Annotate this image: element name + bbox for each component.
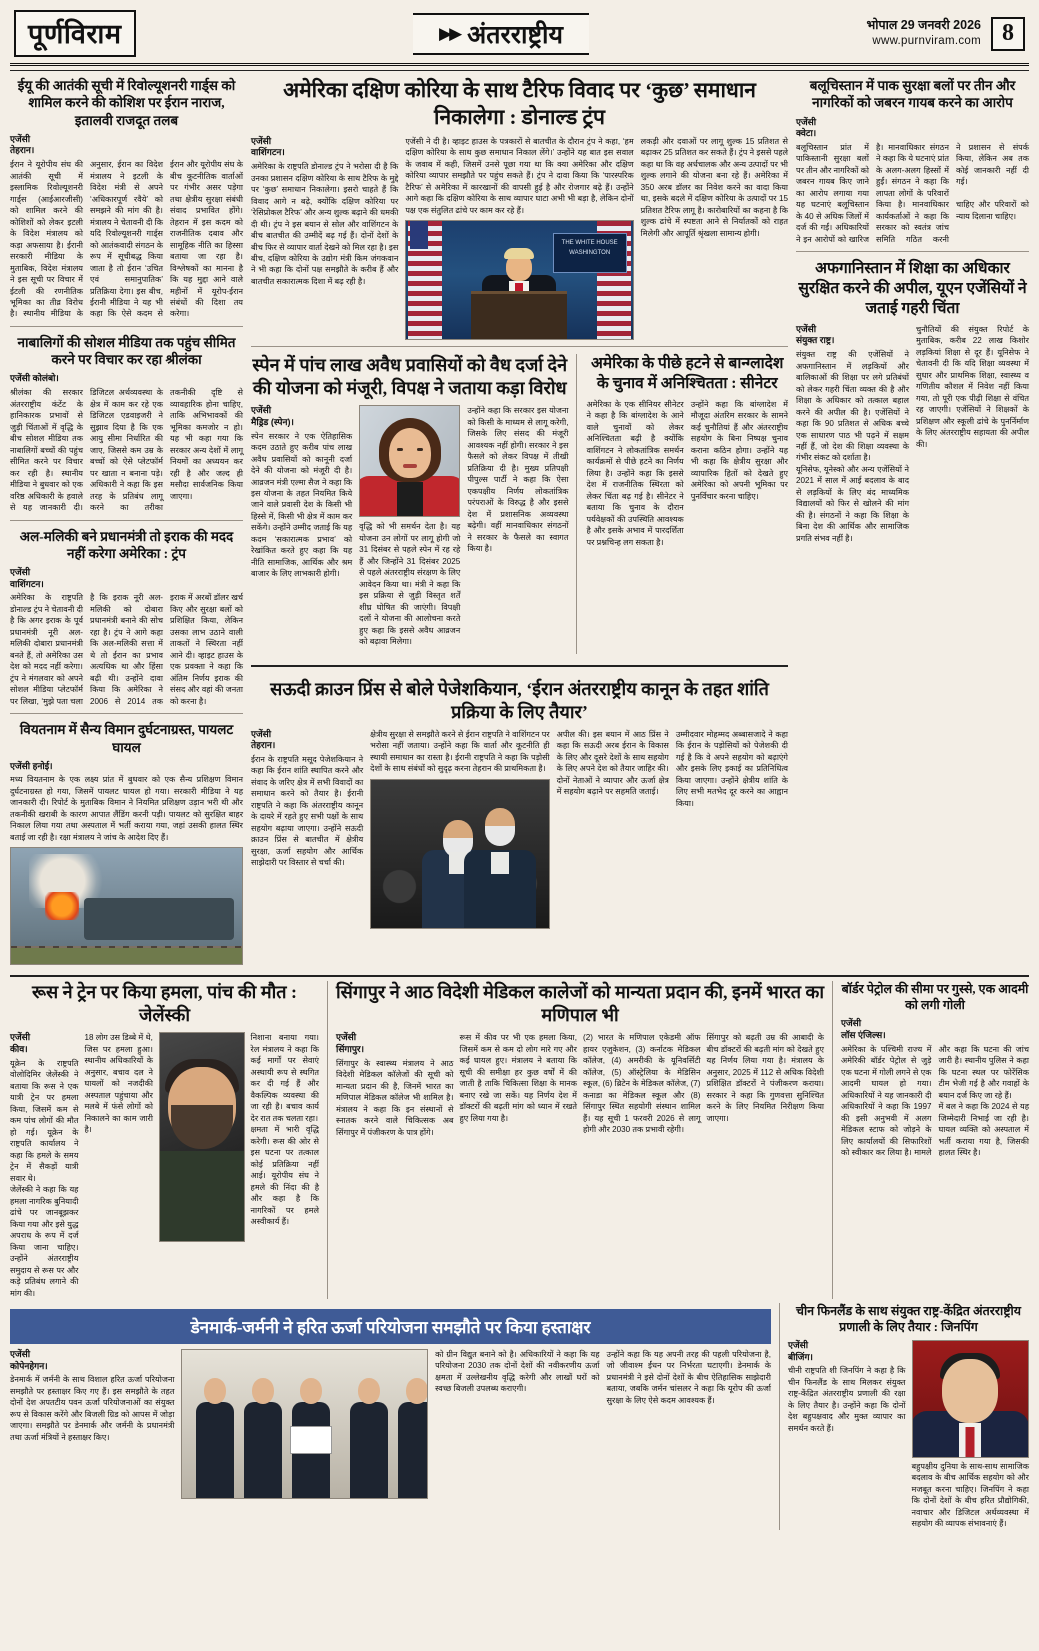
- story-body-2: उन्होंने कहा कि बांग्लादेश में मौजूदा अंतरिम सरकार के सामने कई चुनौतियां हैं और अंतरराष्ट्रीय सहयोग के बिना निष्पक्ष चुनाव कराना कठिन होगा। उन्होंने यह भी कहा कि क्षेत्रीय सुरक्षा और व्यापारिक हितों को देखते हुए अमेरिका को अपनी भूमिका पर पुनर्विचार करना चाहिए।: [690, 399, 788, 501]
- story-body-3: चुनौतियों की संयुक्त रिपोर्ट के मुताबिक, करीब 22 लाख किशोर लड़कियां शिक्षा से दूर हैं। यूनिसेफ ने चेतावनी दी कि यदि शिक्षा व्यवस्था में सुधार और प्राथमिक शिक्षा, स्वास्थ्य व गणितीय कौशल में निवेश नहीं किया गया, तो पूरी एक पीढ़ी शिक्षा से वंचित रह जाएगी। एजेंसियों ने शिक्षकों के प्रशिक्षण और स्कूली ढांचे के पुनर्निर्माण के लिए अंतरराष्ट्रीय सहायता की अपील की।: [916, 324, 1029, 449]
- zelensky-photo: [159, 1032, 245, 1242]
- story-body-4: निशाना बनाया गया। रेल मंत्रालय ने कहा कि कई मार्गों पर सेवाएं अस्थायी रूप से स्थगित कर दी गई हैं और वैकल्पिक व्यवस्था की जा रही है। बचाव कार्य देर रात तक चलता रहा।: [250, 1033, 319, 1123]
- story-body-2: को ग्रीन विद्युत बनाने को है। अधिकारियों ने कहा कि यह परियोजना 2030 तक दोनों देशों की नवीकरणीय ऊर्जा क्षमता में उल्लेखनीय वृद्धि करेगी और लाखों घरों को स्वच्छ बिजली उपलब्ध कराएगी।: [435, 1349, 600, 1394]
- headline: वियतनाम में सैन्य विमान दुर्घटनाग्रस्त, पायलट घायल: [19, 722, 234, 755]
- dateline: भोपाल 29 जनवरी 2026: [866, 18, 981, 33]
- story-body: ईरान ने यूरोपीय संघ की आतंकी सूची में इस्लामिक रिवोल्यूशनरी गार्ड्स (आईआरजीसी) को शामिल करने की कोशिशों को लेकर इटली के विदेश मंत्रालय को कड़ा अफसाया है। ईरानी सरकारी मीडिया के मुताबिक, विदेश मंत्रालय ने इस सूची पर विचार में ईटली की रणनीतिक भूमिका का तीव्र विरोध है। स्थानीय मीडिया के अनुसार, ईरान का विदेश मंत्रालय ने इटली के विदेश मंत्री से अपने ‘अधिकारपूर्ण रवैये’ को समझने की मांग की है। मंत्रालय ने चेतावनी दी कि यदि रिवोल्यूशनरी गार्ड्स को आतंकवादी संगठन के रूप में सूचीबद्ध किया जाता है तो ईरान ‘उचित एवं समानुपातिक’ प्रतिक्रिया देगा। इस बीच, ईरानी मीडिया ने यह भी कहा कि ऐसे कदम से ईरान और यूरोपीय संघ के बीच कूटनीतिक वार्ताओं पर गंभीर असर पड़ेगा तथा क्षेत्रीय सुरक्षा संबंधी संवाद प्रभावित होंगे। तेहरान में इस कदम को राजनीतिक दबाव और सामूहिक नीति का हिस्सा बताया जा रहा है। विश्लेषकों का मानना है कि यह मुद्दा आने वाले महीनों में यूरोप-ईरान संबंधों की दिशा तय करेगा।: [10, 160, 243, 319]
- headline: रूस ने ट्रेन पर किया हमला, पांच की मौत : जेलेंस्की: [31, 982, 298, 1026]
- agency-label: एजेंसी: [10, 133, 31, 144]
- story-body: मध्य वियतनाम के एक लक्ष्य प्रांत में बुधवार को एक सैन्य प्रशिक्षण विमान दुर्घटनाग्रस्त हो गया, जिसमें पायलट घायल हो गया। सरकारी मीडिया ने यह जानकारी दी। रिपोर्ट के मुताबिक विमान ने नियमित प्रशिक्षण उड़ान भरी थी और तकनीकी खराबी के कारण आपात लैंडिंग करनी पड़ी। पायलट को सुरक्षित बाहर निकाल लिया गया तथा अस्पताल में भर्ती कराया गया, जहां उसकी हालत स्थिर बताई जा रही है। रक्षा मंत्रालय ने जांच के आदेश दिए हैं।: [10, 775, 243, 842]
- story-body-3: जेलेंस्की ने कहा कि यह हमला नागरिक बुनियादी ढांचे पर जानबूझकर किया गया और इसे युद्ध अपराध के रूप में दर्ज किया जाना चाहिए। उन्होंने अंतरराष्ट्रीय समुदाय से रूस पर और कड़े प्रतिबंध लगाने की मांग की।: [10, 1185, 79, 1298]
- dateline-city: सिंगापुर।: [336, 1044, 365, 1055]
- agency-label: एजेंसी: [251, 405, 272, 416]
- story-vietnam: [10, 721, 243, 971]
- agency-label: एजेंसी: [251, 135, 272, 146]
- headline: बॉर्डर पेट्रोल की सीमा पर गुस्से, एक आदमी को लगी गोली: [841, 982, 1029, 1013]
- story-body-3: उन्होंने कहा कि यह अपनी तरह की पहली परियोजना है, जो जीवाश्म ईंधन पर निर्भरता घटाएगी। डेनमार्क के प्रधानमंत्री ने इसे दोनों देशों के बीच ऐतिहासिक साझेदारी बताया, जबकि जर्मन चांसलर ने कहा कि यूरोप की ऊर्जा सुरक्षा के लिए ऐसे कदम आवश्यक हैं।: [606, 1349, 771, 1405]
- headline: अमेरिका के पीछे हटने से बान्ग्लादेश के चुनाव में अनिश्चितता : सीनेटर: [591, 355, 784, 392]
- trump-press-photo: THE WHITE HOUSE WASHINGTON: [405, 220, 633, 340]
- agency-label: एजेंसी: [841, 1018, 862, 1029]
- story-body: स्पेन सरकार ने एक ऐतिहासिक कदम उठाते हुए करीब पांच लाख अवैध प्रवासियों को कानूनी दर्जा देने की योजना को मंजूरी दी है। आव्रजन मंत्री एल्मा सैज ने कहा कि इस योजना के तहत नियमित किये जाने वाले प्रवासी देश के किसी भी हिस्से में, किसी भी क्षेत्र में काम कर सकेंगे। उन्होंने उम्मीद जताई कि यह कदम ‘सकारात्मक प्रभाव’ को रेखांकित करते हुए कहा कि यह नीति सामाजिक, आर्थिक और श्रम बाजार के लिए लाभकारी होगी।: [251, 431, 353, 579]
- story-usa-korea: [251, 77, 788, 347]
- signing-ceremony-photo: [181, 1349, 428, 1499]
- headline: ईयू की आतंकी सूची में रिवोल्यूशनरी गार्ड्स को शामिल करने की कोशिश पर ईरान नाराज, इतालवी राजदूत तलब: [17, 78, 236, 128]
- main-grid: [10, 70, 1029, 971]
- story-body: श्रीलंका की सरकार अंतरराष्ट्रीय कंटेंट के हानिकारक प्रभावों से जुड़ी चिंताओं में वृद्धि के बीच सोशल मीडिया तक नाबालिगों बच्चों की पहुंच सीमित करने पर विचार कर रही है। स्थानीय मीडिया ने बुधवार को एक वरिष्ठ अधिकारी के हवाले से यह जानकारी दी। डिजिटल अर्थव्यवस्था के क्षेत्र में काम कर रहे एक डिजिटल एडवाइजरी ने सुझाव दिया है कि एक आयु सीमा निर्धारित की जाए, जिससे कम उम्र के बच्चों को ऐसे प्लेटफॉर्म पर खाता न बनाना पड़े। अधिकारी ने कहा कि इस तरह के प्रतिबंध लागू करने का तरीका तकनीकी दृष्टि से व्यावहारिक होना चाहिए, ताकि अभिभावकों की भूमिका कमजोर न हो। यह भी कहा गया कि सरकार अन्य देशों में लागू नियमों का अध्ययन कर रही है और जल्द ही मसौदा सार्वजनिक किया जाएगा।: [10, 388, 243, 513]
- story-afghanistan: [796, 259, 1029, 550]
- agency-label: एजेंसी: [251, 728, 272, 739]
- dateline-city: तेहरान।: [10, 145, 35, 156]
- minister-photo: [359, 405, 460, 517]
- story-body-2: यूनिसेफ, यूनेस्को और अन्य एजेंसियों ने 2021 में साल में आई बदलाव के बाद से लड़कियों के लिए बंद माध्यमिक विद्यालयों को फिर से खोलने की मांग की है। संगठनों ने कहा कि शिक्षा के बिना देश की आर्थिक और सामाजिक प्रगति संभव नहीं है।: [796, 464, 909, 543]
- headline: सिंगापुर ने आठ विदेशी मेडिकल कालेजों को मान्यता प्रदान की, इनमें भारत का मणिपाल भी: [336, 982, 825, 1026]
- agency-label: एजेंसी: [336, 1032, 357, 1043]
- story-body: डेनमार्क में जर्मनी के साथ विशाल हरित ऊर्जा परियोजना समझौते पर हस्ताक्षर किए गए हैं। इस समझौते के तहत दोनों देश अपतटीय पवन ऊर्जा परियोजनाओं का संयुक्त रूप से विकास करेंगे और बिजली ग्रिड को आपस में जोड़ा जाएगा। समझौते पर डेनमार्क और जर्मनी के प्रधानमंत्री तथा ऊर्जा मंत्रियों ने हस्ताक्षर किए।: [10, 1375, 175, 1442]
- headline: अमेरिका दक्षिण कोरिया के साथ टैरिफ विवाद पर ‘कुछ’ समाधान निकालेगा : डोनाल्ड ट्रंप: [283, 78, 756, 129]
- headline: बलूचिस्तान में पाक सुरक्षा बलों पर तीन और नागरिकों को जबरन गायब करने का आरोप: [809, 78, 1016, 111]
- story-body-3: अपील की। इस बयान में आठ प्रिंस ने कहा कि सऊदी अरब ईरान के विकास के लिए और दूसरे देशों के साथ सहयोग के लिए अपने देश को तैयार जाहिर की। दोनों नेताओं ने व्यापार और ऊर्जा क्षेत्र में सहयोग बढ़ाने पर सहमति जताई।: [556, 729, 669, 797]
- headline: चीन फिनलैंड के साथ संयुक्त राष्ट्र-केंद्रित अंतरराष्ट्रीय प्रणाली के लिए तैयार : जिनपिंग: [796, 1303, 1021, 1334]
- agency-label: एजेंसी: [796, 323, 817, 334]
- story-body: चीनी राष्ट्रपति शी जिनपिंग ने कहा है कि चीन फिनलैंड के साथ मिलकर संयुक्त राष्ट्र-केंद्रित अंतरराष्ट्रीय प्रणाली की रक्षा के लिए तैयार है। उन्होंने कहा कि दोनों देश बहुपक्षवाद और मुक्त व्यापार का समर्थन करते हैं।: [788, 1366, 906, 1433]
- story-body: सिंगापुर के स्वास्थ्य मंत्रालय ने आठ विदेशी मेडिकल कॉलेजों की सूची को मान्यता प्रदान की है, जिनमें भारत का मणिपाल मेडिकल कॉलेज भी शामिल है। मंत्रालय ने कहा कि इन संस्थानों से स्नातक करने वाले चिकित्सक अब सिंगापुर में पंजीकरण के पात्र होंगे।: [336, 1058, 454, 1137]
- story-body: यूक्रेन के राष्ट्रपति वोलोदिमिर जेलेंस्की ने बताया कि रूस ने एक यात्री ट्रेन पर हमला किया, जिसमें कम से कम पांच लोगों की मौत हो गई। यूक्रेन के राष्ट्रपति कार्यालय ने कहा कि हमले के समय ट्रेन में सैकड़ों यात्री सवार थे।: [10, 1058, 79, 1183]
- section-band: [413, 13, 589, 55]
- agency-label: एजेंसी: [10, 1348, 31, 1359]
- story-singapore: [336, 981, 833, 1299]
- denmark-banner-headline: डेनमार्क-जर्मनी ने हरित ऊर्जा परियोजना समझौते पर किया हस्ताक्षर: [10, 1309, 771, 1344]
- story-eu-irgc: [10, 77, 243, 327]
- story-body: अमेरिका के राष्ट्रपति डोनाल्ड ट्रंप ने चेतावनी दी है कि अगर इराक के पूर्व प्रधानमंत्री नूरी अल-मलिकी दोबारा प्रधानमंत्री बनते हैं, तो अमेरिका उस देश को मदद नहीं करेगा। ट्रंप ने मंगलवार को अपने सोशल मीडिया प्लेटफॉर्म पर लिखा, ‘मुझे पता चला है कि इराक नूरी अल-मलिकी को दोबारा प्रधानमंत्री बनाने की सोच रहा है। ट्रंप ने आगे कहा कि अल-मलिकी सत्ता में थे तो ईरान का प्रभाव अत्यधिक था और हिंसा बढ़ी थी। उन्होंने दावा किया कि अमेरिका ने 2006 से 2014 तक इराक में अरबों डॉलर खर्च किए और सुरक्षा बलों को प्रशिक्षित किया, लेकिन उसका लाभ उठाने वाली ताकतों ने स्थिरता नहीं आने दी। व्हाइट हाउस के एक प्रवक्ता ने कहा कि अंतिम निर्णय इराक की संसद और वहां की जनता को करना है।: [10, 593, 243, 706]
- story-body: ईरान के राष्ट्रपति मसूद पेजेशकियान ने कहा कि ईरान शांति स्थापित करने और संवाद के जरिए क्षेत्र में सभी विवादों का समाधान करने को तैयार है। ईरानी राष्ट्रपति ने कहा कि अंतरराष्ट्रीय कानून के दायरे में रहते हुए सभी पक्षों के साथ सहयोग बढ़ाया जाएगा। उन्होंने सऊदी क्राउन प्रिंस से बातचीत में क्षेत्रीय सुरक्षा, ऊर्जा सहयोग और आर्थिक साझेदारी पर विस्तार से चर्चा की।: [251, 754, 364, 868]
- masthead: [10, 8, 1029, 66]
- story-body: अमेरिका के पश्चिमी राज्य में अमेरिकी बॉर्डर पेट्रोल से जुड़े एक घटना में गोली लगने से एक आदमी घायल हो गया। अधिकारियों ने यह जानकारी दी और कहा कि घटना की जांच जारी है। स्थानीय पुलिस ने कहा कि घटना स्थल पर फोरेंसिक टीम भेजी गई है और गवाहों के बयान दर्ज किए जा रहे हैं।: [841, 1044, 1029, 1100]
- headline: स्पेन में पांच लाख अवैध प्रवासियों को वैध दर्जा देने की योजना को मंजूरी, विपक्ष ने जताया कड़ा विरोध: [252, 355, 568, 399]
- website-url[interactable]: www.purnviram.com: [872, 35, 981, 48]
- agency-label: एजेंसी: [10, 760, 31, 771]
- section-title: अंतरराष्ट्रीय: [467, 21, 564, 49]
- dateline-city: कोपेनहेगन।: [10, 1360, 48, 1371]
- story-body-5: क्षमता में भारी वृद्धि करेगी। रूस की ओर से इस घटना पर तत्काल कोई प्रतिक्रिया नहीं आई। यूरोपीय संघ ने हमले की निंदा की है और कहा है कि नागरिकों पर हमले अस्वीकार्य हैं।: [250, 1125, 319, 1227]
- center-column: [251, 77, 788, 971]
- story-body-2: अधिकारियों ने कहा कि 1997 की इसी अनुभवी में अलग मेडिकल स्टाफ को जोड़ने के लिए कार्यालयों की सिफारिशों को स्वीकार कर लिया है। मामले में बल ने कहा कि 2024 से यह जिम्मेदारी निभाई जा रही है। घायल व्यक्ति को अस्पताल में भर्ती कराया गया है, जिसकी हालत स्थिर है।: [841, 1102, 1029, 1158]
- story-saudi-iran: [251, 678, 788, 935]
- pezeshkian-photo: [370, 779, 549, 929]
- story-body-4: उम्मीदवार मोहम्मद अब्बासजादे ने कहा कि ईरान के पड़ोसियों को पेजेशकी दी गई है कि वे अपने सहयोग को बढ़ाएंगे और इसके लिए इकाई का प्रतिनिधित्व किया जाएगा। उन्होंने क्षेत्रीय शांति के लिए सभी मतभेद दूर करने का आह्वान किया।: [675, 729, 788, 808]
- story-china-finland: [779, 1303, 1029, 1530]
- story-minor-social: [10, 334, 243, 521]
- dateline-city: कोलंबो।: [32, 373, 59, 384]
- story-body: संयुक्त राष्ट्र की एजेंसियों ने अफगानिस्तान में लड़कियों और बालिकाओं की शिक्षा पर लगे प्रतिबंधों को लेकर गहरी चिंता व्यक्त की है और शिक्षा के अधिकार को तत्काल बहाल करने की अपील की है। एजेंसियों ने कहा कि 90 प्रतिशत से अधिक बच्चे एक साधारण पाठ भी पढ़ने में सक्षम नहीं हैं, जो देश की शिक्षा व्यवस्था के गंभीर संकट को दर्शाता है।: [796, 350, 909, 463]
- story-body-3: उन्होंने कहा कि सरकार इस योजना को किसी के माध्यम से लागू करेगी, जिसके लिए संसद की मंजूरी आवश्यक नहीं होगी। सरकार ने इस फैसले को लेकर विपक्ष में तीखी प्रतिक्रिया दी है। मुख्य प्रतिपक्षी पीपुल्स पार्टी ने कहा कि ऐसा एकपक्षीय निर्णय लोकतांत्रिक परंपराओं के विरुद्ध है और इससे देश में प्रशासनिक अव्यवस्था बढ़ेगी। वहीं मानवाधिकार संगठनों ने सरकार के फैसले का स्वागत किया है।: [467, 406, 569, 554]
- agency-label: एजेंसी: [10, 1032, 31, 1043]
- bottom-grid: [10, 981, 1029, 1299]
- story-body-2: वृद्धि को भी समर्थन देता है। यह योजना उन लोगों पर लागू होगी जो 31 दिसंबर से पहले स्पेन में रह रहे हैं और जिन्होंने 31 दिसंबर 2025 से पहले अंतरराष्ट्रीय संरक्षण के लिए आवेदन किया था। मंत्री ने कहा कि इस प्रक्रिया से जुड़ी विस्तृत शर्तें शीघ्र घोषित की जाएंगी। विपक्षी दलों ने योजना की आलोचना करते हुए कहा कि इससे अवैध आव्रजन को बढ़ावा मिलेगा।: [359, 522, 461, 647]
- dateline-city: तेहरान।: [251, 740, 276, 751]
- agency-label: एजेंसी: [10, 567, 31, 578]
- dateline-city: लॉस एंजिल्स।: [841, 1030, 886, 1041]
- story-body-2: एजेंसी ने दी है। व्हाइट हाउस के पत्रकारों से बातचीत के दौरान ट्रंप ने कहा, ‘हम दक्षिण कोरिया के साथ कुछ समाधान निकाल लेंगे।’ उन्होंने यह बात इस सवाल के जवाब में कही, जिसमें उनसे पूछा गया था कि क्या अमेरिका और दक्षिण कोरिया व्यापार समझौते पर पहुंच सकते हैं। ट्रंप ने दावा किया कि ‘पारस्परिक टैरिफ’ से अमेरिका में कारखानों की वापसी हुई है और रोजगार बढ़े हैं। उन्होंने आगे कहा कि दक्षिण कोरिया के साथ व्यापार घाटा अभी भी बड़ा है, लेकिन दोनों पक्ष एक संतुलित ढांचे पर काम कर रहे हैं।: [405, 136, 634, 215]
- story-body-3: लकड़ी और दवाओं पर लागू शुल्क 15 प्रतिशत से बढ़ाकर 25 प्रतिशत कर सकते हैं। ट्रंप ने इससे पहले कहा था कि वह अर्धचालक और अन्य उत्पादों पर भी शुल्क लगाने की योजना बना रहे हैं। अमेरिका में 350 अरब डॉलर का निवेश करने का वादा किया था, इसके बदले में दक्षिण कोरिया के उत्पादों पर 15 प्रतिशत टैरिफ लागू है। कारोबारियों का कहना है कि शुल्क ढांचे में स्पष्टता आने से निर्यातकों को राहत मिलेगी और आपूर्ति श्रृंखला सामान्य होगी।: [640, 136, 789, 238]
- headline: अफगानिस्तान में शिक्षा का अधिकार सुरक्षित करने की अपील, यूएन एजेंसियों ने जताई गहरी चिंता: [798, 260, 1027, 317]
- dateline-city: वाशिंगटन।: [251, 147, 285, 158]
- story-russia-train: [10, 981, 328, 1299]
- page-number: 8: [991, 17, 1025, 51]
- headline: अल-मलिकी बने प्रधानमंत्री तो इराक की मदद नहीं करेगा अमेरिका : ट्रंप: [19, 528, 234, 561]
- newspaper-logo: पूर्णविराम: [14, 10, 136, 57]
- story-body-4: सिंगापुर को बढ़ती उम्र की आबादी के बीच डॉक्टरों की बढ़ती मांग को देखते हुए यह निर्णय लिया गया है। मंत्रालय के अनुसार, 2025 में 112 से अधिक विदेशी प्रशिक्षित डॉक्टरों ने पंजीकरण कराया। सरकार ने कहा कि गुणवत्ता सुनिश्चित करने के लिए नियमित निरीक्षण किया जाएगा।: [706, 1033, 824, 1123]
- agency-label: एजेंसी: [788, 1339, 809, 1350]
- story-body-2: रूस में कीव पर भी एक हमला किया, जिसमें कम से कम दो लोग मारे गए और कई घायल हुए। मंत्रालय ने बताया कि सूची की समीक्षा हर कुछ वर्षों में की जाती है ताकि चिकित्सा शिक्षा के मानक बनाए रखे जा सकें। यह निर्णय देश में डॉक्टरों की बढ़ती मांग को ध्यान में रखते हुए लिया गया है।: [459, 1033, 577, 1123]
- story-body: अमेरिका के एक सीनियर सीनेटर ने कहा है कि बांग्लादेश के आने वाले चुनावों को लेकर अनिश्चितता बढ़ी है क्योंकि वाशिंगटन ने लोकतांत्रिक समर्थन कार्यक्रमों से पीछे हटने का निर्णय लिया है। उन्होंने कहा कि इससे देश में राजनीतिक स्थिरता को लेकर चिंता बढ़ गई है। सीनेटर ने बताया कि चुनाव के दौरान पर्यवेक्षकों की उपस्थिति आवश्यक है और इसके अभाव में पारदर्शिता पर प्रश्नचिन्ह लग सकता है।: [586, 399, 684, 547]
- story-maliki: [10, 528, 243, 715]
- headline: नाबालिगों की सोशल मीडिया तक पहुंच सीमित करने पर विचार कर रहा श्रीलंका: [17, 334, 236, 368]
- dateline-city: कीव।: [10, 1044, 28, 1055]
- headline: सऊदी क्राउन प्रिंस से बोले पेजेशकियान, ‘ईरान अंतरराष्ट्रीय कानून के तहत शांति प्रक्रिया के लिए तैयार’: [270, 678, 769, 722]
- arrow-icon: ▶▶: [439, 23, 460, 43]
- dateline-city: बीजिंग।: [788, 1351, 813, 1362]
- story-body-2: 18 लोग उस डिब्बे में थे, जिस पर हमला हुआ। स्थानीय अधिकारियों के अनुसार, बचाव दल ने घायलों को नजदीकी अस्पताल पहुंचाया और मलबे में फंसे लोगों को निकालने का काम जारी है।: [84, 1033, 153, 1135]
- story-body: बलूचिस्तान प्रांत में पाकिस्तानी सुरक्षा बलों पर तीन और नागरिकों को जबरन गायब किए जाने का आरोप लगाया गया है। मानवाधिकार संगठन ने कहा कि ये घटनाएं प्रांत के अलग-अलग हिस्सों में हुईं। संगठन ने कहा कि लापता लोगों के परिवारों ने प्रशासन से संपर्क किया, लेकिन अब तक कोई जानकारी नहीं दी गई।: [796, 142, 1029, 198]
- dateline-city: क्वेटा।: [796, 128, 817, 139]
- story-body-2: बहुपक्षीय दुनिया के साथ-साथ सामाजिक बदलाव के बीच आर्थिक सहयोग को और मजबूत करना चाहिए। जिनपिंग ने कहा कि दोनों देशों के बीच हरित प्रौद्योगिकी, नवाचार और डिजिटल अर्थव्यवस्था में सहयोग की व्यापक संभावनाएं हैं।: [911, 1461, 1029, 1529]
- left-column: [10, 77, 243, 971]
- story-border-patrol: [841, 981, 1029, 1299]
- agency-label: एजेंसी: [10, 373, 31, 384]
- story-body-3: (2) भारत के मणिपाल एकेडमी ऑफ हायर एजुकेशन, (3) कर्नाटक मेडिकल कॉलेज, (4) अमरीकी के यूनिवर्सिटी कॉलेज, (5) ऑस्ट्रेलिया के मेडिसिन स्कूल, (6) ब्रिटेन के मेडिकल कॉलेज, (7) कनाडा का मेडिकल स्कूल और (8) सिंगापुर स्थित सहयोगी संस्थान शामिल हैं। यह सूची 1 फरवरी 2026 से लागू होगी और 2030 तक प्रभावी रहेगी।: [583, 1033, 701, 1135]
- story-body-2: क्षेत्रीय सुरक्षा से समझौते करने से ईरान राष्ट्रपति ने वाशिंगटन पर भरोसा नहीं जताया। उन्होंने कहा कि वार्ता और कूटनीति ही स्थायी समाधान का रास्ता है। ईरानी राष्ट्रपति ने कहा कि पड़ोसी देशों के साथ संबंधों को सुदृढ़ करना तेहरान की प्राथमिकता है।: [370, 729, 550, 774]
- story-bangladesh: [586, 354, 788, 653]
- story-body-2: यह घटनाएं बलूचिस्तान के 40 से अधिक जिलों में दर्ज की गईं। अधिकारियों ने इन आरोपों को खारिज किया है। मानवाधिकार कार्यकर्ताओं ने कहा कि सरकार को स्वतंत्र जांच समिति गठित करनी चाहिए और परिवारों को न्याय दिलाना चाहिए।: [796, 200, 1029, 244]
- dateline-city: हनोई।: [32, 760, 53, 771]
- dateline-city: संयुक्त राष्ट्र।: [796, 335, 835, 346]
- story-body: अमेरिका के राष्ट्रपति डोनाल्ड ट्रंप ने भरोसा दी है कि उनका प्रशासन दक्षिण कोरिया के साथ टैरिफ के मुद्दे पर ‘कुछ’ समाधान निकालेगा। इसरो चाहते हैं कि विवाद आगे न बढ़े, क्योंकि दक्षिण कोरिया पर ‘रेसिप्रोकल टैरिफ’ और अन्य शुल्क बढ़ाने की धमकी दी थी। ट्रंप ने इस बयान से सोल और वाशिंगटन के बीच बातचीत की उम्मीदें बढ़ गई हैं। दोनों देशों के बीच फिर से व्यापार वार्ता देखने को मिल रहा है। इस बीच, दक्षिण कोरिया के उद्योग मंत्री किम जंगकवान ने भी कहा कि दोनों पक्ष समझौते के करीब हैं और बातचीत सकारात्मक दिशा में बढ़ रही है।: [251, 162, 399, 286]
- dateline-city: वाशिंगटन।: [10, 578, 44, 589]
- plane-crash-photo: [10, 847, 243, 965]
- agency-label: एजेंसी: [796, 116, 817, 127]
- right-column: [796, 77, 1029, 971]
- xi-jinping-photo: [912, 1340, 1030, 1458]
- masthead-right: [867, 17, 1025, 51]
- story-balochistan: [796, 77, 1029, 252]
- dateline-city: मैड्रिड (स्पेन)।: [251, 416, 294, 427]
- story-spain: [251, 354, 577, 653]
